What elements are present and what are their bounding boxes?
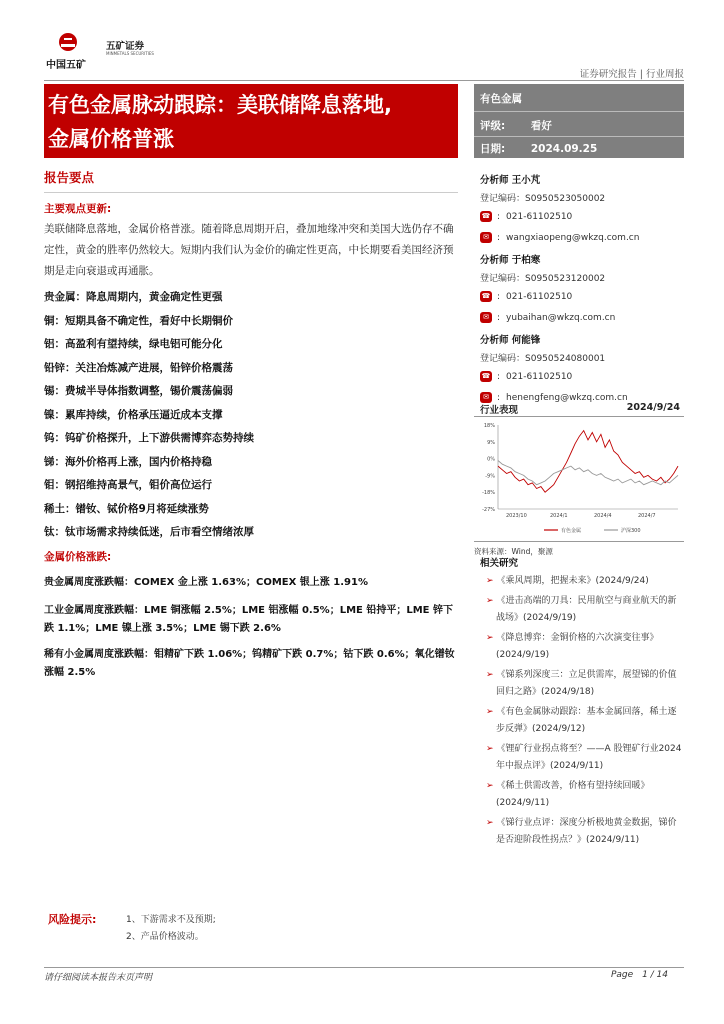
report-type: 证券研究报告 | 行业周报 <box>579 69 684 80</box>
analyst-card <box>480 251 684 329</box>
page-number <box>611 970 668 980</box>
analyst-phone: ☎ : 021-61102510 <box>481 212 573 222</box>
footer-disclaimer: 请仔细阅读本报告末页声明 <box>44 973 153 983</box>
industry-name: 有色金属 <box>480 93 522 105</box>
risk-label: 风险提示: <box>48 913 97 926</box>
y-tick-label: 9% <box>487 439 495 446</box>
related-item[interactable] <box>474 815 684 849</box>
arrow-icon: ➢ <box>486 633 494 643</box>
email-icon: ✉ <box>480 392 492 403</box>
key-point: 贵金属：降息周期内，黄金确定性更强 <box>44 291 223 303</box>
chart-date: 2024/9/24 <box>626 402 680 413</box>
legend-label: 有色金属 <box>561 528 582 534</box>
phone-icon: ☎ <box>481 212 491 220</box>
industry-chart <box>474 400 684 557</box>
analyst-phone: ☎ : 021-61102510 <box>481 292 573 302</box>
related-title: 相关研究 <box>480 558 519 569</box>
logo-brand-text: 五矿证券 <box>106 41 145 52</box>
y-tick-label: -27% <box>482 507 495 513</box>
analyst-email: ✉ : yubaihan@wkzq.com.cn <box>480 307 684 329</box>
arrow-icon: ➢ <box>486 818 494 828</box>
logo-cn-text: 中国五矿 <box>46 60 86 71</box>
chart-title: 行业表现 <box>480 405 519 416</box>
logo-brand-en: MINMETALS SECURITIES <box>106 51 154 56</box>
email-icon: ✉ <box>480 312 492 323</box>
precious-label: 贵金属周度涨跌幅： <box>44 576 134 588</box>
analyst-reg: 登记编码：S0950524080001 <box>480 354 606 364</box>
analyst-reg: 登记编码：S0950523050002 <box>480 194 606 204</box>
industrial-label: 工业金属周度涨跌幅： <box>44 604 144 616</box>
rating-box <box>474 84 684 158</box>
analyst-card <box>480 331 684 409</box>
related-item-text: 《锂矿行业拐点将至？——A 股锂矿行业2024 年中报点评》(2024/9/11) <box>496 744 682 771</box>
series-line-0 <box>498 431 678 493</box>
x-tick-label: 2023/10 <box>506 513 527 519</box>
related-item-text: 《降息博弈：金铜价格的六次演变往事》(2024/9/19) <box>496 633 659 660</box>
key-point: 锡：费城半导体指数调整，锡价震荡偏弱 <box>44 385 233 397</box>
analyst-name: 分析师 于柏寒 <box>480 255 541 266</box>
section-title: 报告要点 <box>44 170 95 185</box>
rating-label: 评级: <box>480 120 506 132</box>
arrow-icon: ➢ <box>486 576 494 586</box>
title-line-2: 金属价格普涨 <box>48 127 174 151</box>
related-item[interactable] <box>474 704 684 738</box>
related-item[interactable] <box>474 667 684 701</box>
key-point: 钛：钛市场需求持续低迷，后市看空情绪浓厚 <box>44 526 254 538</box>
related-list <box>474 573 684 849</box>
header-divider <box>44 80 684 81</box>
analyst-reg: 登记编码：S0950523120002 <box>480 274 606 284</box>
industrial-text: LME 铜涨幅 2.5%；LME 铝涨幅 0.5%；LME 铅持平；LME 锌下跌 1.1%；LME 镍上涨 3.5%；LME 锡下跌 2.6% <box>44 604 453 634</box>
footer-divider <box>44 967 684 968</box>
related-item[interactable] <box>474 593 684 627</box>
email-link[interactable]: henengfeng@wkzq.com.cn <box>506 393 628 403</box>
industrial-metals-change <box>44 602 458 638</box>
risk-list <box>126 912 216 946</box>
main-view-text: 美联储降息落地，金属价格普涨。随着降息周期开启，叠加地缘冲突和美国大选仍存不确定性，黄金的胜率仍然较大。短期内我们认为金价的确定性更高，中长期要看美国经济预期是走向衰退或再通胀。 <box>44 223 454 277</box>
key-points-list <box>44 286 458 545</box>
chart-plot <box>474 417 684 537</box>
phone-icon: ☎ <box>481 292 491 300</box>
arrow-icon: ➢ <box>486 707 494 717</box>
phone-number[interactable]: 021-61102510 <box>506 212 573 222</box>
phone-icon: ☎ <box>481 372 491 380</box>
page-label: Page <box>610 970 634 980</box>
info-divider <box>474 136 684 137</box>
arrow-icon: ➢ <box>486 670 494 680</box>
analyst-phone: ☎ : 021-61102510 <box>481 372 573 382</box>
email-icon: ✉ <box>480 232 492 243</box>
y-tick-label: 0% <box>487 456 495 463</box>
key-point: 钼：钢招维持高景气，钼价高位运行 <box>44 479 212 491</box>
arrow-icon: ➢ <box>486 781 494 791</box>
email-link[interactable]: wangxiaopeng@wkzq.com.cn <box>506 233 640 243</box>
x-tick-label: 2024/7 <box>638 513 656 519</box>
related-item-text: 《锑行业点评：深度分析极地黄金数据，锑价是否迎阶段性拐点？》(2024/9/11) <box>496 818 677 845</box>
key-point: 镍：累库持续，价格承压逼近成本支撑 <box>44 408 223 421</box>
analyst-name: 分析师 何能锋 <box>480 335 541 346</box>
rating-value: 看好 <box>530 120 552 132</box>
arrow-icon: ➢ <box>486 744 494 754</box>
email-link[interactable]: yubaihan@wkzq.com.cn <box>506 313 616 323</box>
related-research <box>474 555 684 852</box>
main-view-title: 主要观点更新: <box>44 203 112 215</box>
date-value: 2024.09.25 <box>530 143 598 155</box>
phone-number[interactable]: 021-61102510 <box>506 292 573 302</box>
key-point: 铜：短期具备不确定性，看好中长期铜价 <box>44 314 233 327</box>
y-tick-label: -9% <box>485 473 495 480</box>
info-divider <box>474 111 684 112</box>
related-item-text: 《乘风周期，把握未来》(2024/9/24) <box>496 576 649 586</box>
rare-text: 钼精矿下跌 1.06%；钨精矿下跌 0.7%；钴下跌 0.6%；氧化镨钕涨幅 2.5% <box>44 648 455 678</box>
chart-source: 资料来源：Wind，聚源 <box>474 547 553 556</box>
x-tick-label: 2024/1 <box>550 513 568 519</box>
summary-section <box>44 168 458 682</box>
precious-metals-change <box>44 574 458 592</box>
price-title: 金属价格涨跌: <box>44 550 112 563</box>
date-label: 日期: <box>480 143 506 155</box>
related-item[interactable] <box>474 573 684 590</box>
related-item-text: 《有色金属脉动跟踪：基本金属回落，稀土逐步反弹》(2024/9/12) <box>496 707 677 734</box>
y-tick-label: -18% <box>482 490 495 497</box>
related-item[interactable] <box>474 630 684 664</box>
key-point: 铝：高盈利有望持续，绿电铝可能分化 <box>44 338 223 350</box>
analyst-email: ✉ : henengfeng@wkzq.com.cn <box>480 387 684 409</box>
x-tick-label: 2024/4 <box>594 513 612 519</box>
related-item-text: 《锑系列深度三：立足供需库，展望锑的价值回归之路》(2024/9/18) <box>496 670 677 697</box>
precious-text: COMEX 金上涨 1.63%；COMEX 银上涨 1.91% <box>134 576 368 588</box>
analyst-card <box>480 171 684 249</box>
key-point: 钨：钨矿价格探升，上下游供需博弈态势持续 <box>44 432 254 444</box>
company-logo <box>44 30 164 70</box>
analyst-list <box>480 171 684 411</box>
rare-label: 稀有小金属周度涨跌幅： <box>44 648 154 660</box>
key-point: 铅锌：关注冶炼减产进展，铅锌价格震荡 <box>44 361 233 374</box>
related-item[interactable] <box>474 778 684 812</box>
analyst-email: ✉ : wangxiaopeng@wkzq.com.cn <box>480 227 684 249</box>
risk-item: 2、产品价格波动。 <box>126 932 204 942</box>
phone-number[interactable]: 021-61102510 <box>506 372 573 382</box>
arrow-icon: ➢ <box>486 596 494 606</box>
page-num: 1 / 14 <box>642 970 668 980</box>
key-point: 锑：海外价格再上涨，国内价格持稳 <box>44 455 212 468</box>
related-item[interactable] <box>474 741 684 775</box>
risk-item: 1、下游需求不及预期; <box>126 915 216 925</box>
y-tick-label: 18% <box>483 423 495 429</box>
legend-label: 沪深300 <box>621 528 641 534</box>
analyst-name: 分析师 王小芃 <box>480 175 541 186</box>
title-line-1: 有色金属脉动跟踪：美联储降息落地, <box>48 93 392 117</box>
related-item-text: 《进击高端的刀具：民用航空与商业航天的新战场》(2024/9/19) <box>496 596 677 623</box>
report-title <box>44 84 458 158</box>
rare-metals-change <box>44 646 458 682</box>
related-item-text: 《稀土供需改善，价格有望持续回暖》(2024/9/11) <box>496 781 650 808</box>
key-point: 稀土：镨钕、铽价格9月将延续涨势 <box>44 502 209 515</box>
